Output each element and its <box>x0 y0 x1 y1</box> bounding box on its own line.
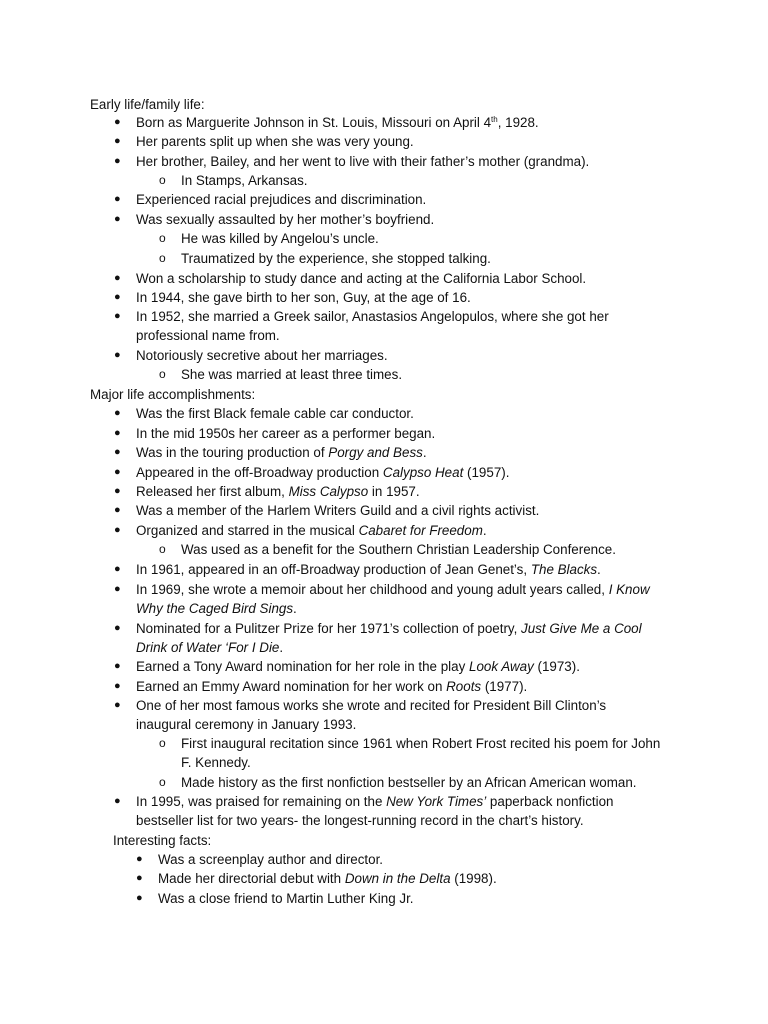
bullet-marker: ● <box>114 660 121 672</box>
bullet-marker: ● <box>114 155 121 167</box>
bullet-marker: ● <box>114 524 121 536</box>
sub-list-item: o First inaugural recitation since 1961 when Robert Frost recited his poem for John <box>181 734 660 753</box>
list-item: ● Was a member of the Harlem Writers Guild and a civil rights activist. <box>136 501 539 520</box>
list-item: ● Earned an Emmy Award nomination for her work on Roots (1977). <box>136 677 527 696</box>
list-item: ● Appeared in the off-Broadway production Calypso Heat (1957). <box>136 463 509 482</box>
bullet-marker: ● <box>114 407 121 419</box>
sub-bullet-marker: o <box>159 775 166 789</box>
bullet-marker: ● <box>114 795 121 807</box>
list-item: ● Was a screenplay author and director. <box>158 850 383 869</box>
list-item: ● Nominated for a Pulitzer Prize for her 1971’s collection of poetry, Just Give Me a Cool <box>136 619 642 638</box>
bullet-marker: ● <box>114 291 121 303</box>
list-item-continuation: bestseller list for two years- the longest-running record in the chart’s history. <box>136 813 584 828</box>
bullet-marker: ● <box>114 466 121 478</box>
bullet-marker: ● <box>136 892 143 904</box>
bullet-marker: ● <box>136 853 143 865</box>
list-item: ● In 1952, she married a Greek sailor, Anastasios Angelopulos, where she got her <box>136 307 609 326</box>
list-item-continuation: Why the Caged Bird Sings. <box>136 601 297 616</box>
section-heading-early-life: Early life/family life: <box>90 97 205 112</box>
list-item: ● Her brother, Bailey, and her went to live with their father’s mother (grandma). <box>136 152 589 171</box>
bullet-marker: ● <box>114 446 121 458</box>
bullet-marker: ● <box>114 583 121 595</box>
bullet-marker: ● <box>114 213 121 225</box>
sub-bullet-marker: o <box>159 173 166 187</box>
list-item: ● Was a close friend to Martin Luther King Jr. <box>158 889 414 908</box>
section-heading-accomplishments: Major life accomplishments: <box>90 387 256 402</box>
bullet-marker: ● <box>114 135 121 147</box>
bullet-marker: ● <box>114 680 121 692</box>
bullet-marker: ● <box>114 504 121 516</box>
list-item-continuation: inaugural ceremony in January 1993. <box>136 717 357 732</box>
list-item: ● In 1995, was praised for remaining on the New York Times’ paperback nonfiction <box>136 792 614 811</box>
list-item: ● In 1944, she gave birth to her son, Guy, at the age of 16. <box>136 288 471 307</box>
list-item: ● Released her first album, Miss Calypso in 1957. <box>136 482 420 501</box>
sub-list-item: o Was used as a benefit for the Southern Christian Leadership Conference. <box>181 540 616 559</box>
list-item-continuation: Drink of Water ‘For I Die. <box>136 640 284 655</box>
list-item-continuation: professional name from. <box>136 328 280 343</box>
bullet-marker: ● <box>114 622 121 634</box>
sub-bullet-marker: o <box>159 367 166 381</box>
list-item: ● Experienced racial prejudices and discrimination. <box>136 190 426 209</box>
list-item: ● In 1961, appeared in an off-Broadway production of Jean Genet’s, The Blacks. <box>136 560 601 579</box>
section-heading-interesting-facts: Interesting facts: <box>113 833 212 848</box>
bullet-marker: ● <box>136 872 143 884</box>
bullet-marker: ● <box>114 272 121 284</box>
sub-bullet-marker: o <box>159 231 166 245</box>
sub-list-item: o He was killed by Angelou’s uncle. <box>181 229 379 248</box>
list-item: ● Earned a Tony Award nomination for her role in the play Look Away (1973). <box>136 657 580 676</box>
list-item: ● Born as Marguerite Johnson in St. Louis, Missouri on April 4th, 1928. <box>136 113 539 132</box>
list-item: ● Was in the touring production of Porgy and Bess. <box>136 443 427 462</box>
sub-list-item-continuation: F. Kennedy. <box>181 755 251 770</box>
sub-bullet-marker: o <box>159 542 166 556</box>
bullet-marker: ● <box>114 699 121 711</box>
sub-list-item: o Made history as the first nonfiction bestseller by an African American woman. <box>181 773 637 792</box>
bullet-marker: ● <box>114 563 121 575</box>
list-item: ● Was sexually assaulted by her mother’s boyfriend. <box>136 210 434 229</box>
list-item: ● Organized and starred in the musical Cabaret for Freedom. <box>136 521 487 540</box>
sub-bullet-marker: o <box>159 736 166 750</box>
list-item: ● One of her most famous works she wrote and recited for President Bill Clinton’s <box>136 696 606 715</box>
list-item: ● Won a scholarship to study dance and acting at the California Labor School. <box>136 269 586 288</box>
list-item: ● Was the first Black female cable car conductor. <box>136 404 414 423</box>
list-item: ● Her parents split up when she was very young. <box>136 132 414 151</box>
bullet-marker: ● <box>114 116 121 128</box>
bullet-marker: ● <box>114 485 121 497</box>
sub-list-item: o In Stamps, Arkansas. <box>181 171 308 190</box>
list-item: ● In 1969, she wrote a memoir about her childhood and young adult years called, I Know <box>136 580 650 599</box>
bullet-marker: ● <box>114 193 121 205</box>
bullet-marker: ● <box>114 427 121 439</box>
list-item: ● Notoriously secretive about her marriages. <box>136 346 388 365</box>
sub-bullet-marker: o <box>159 251 166 265</box>
bullet-marker: ● <box>114 310 121 322</box>
list-item: ● Made her directorial debut with Down in the Delta (1998). <box>158 869 497 888</box>
sub-list-item: o Traumatized by the experience, she stopped talking. <box>181 249 491 268</box>
bullet-marker: ● <box>114 349 121 361</box>
sub-list-item: o She was married at least three times. <box>181 365 402 384</box>
list-item: ● In the mid 1950s her career as a performer began. <box>136 424 435 443</box>
